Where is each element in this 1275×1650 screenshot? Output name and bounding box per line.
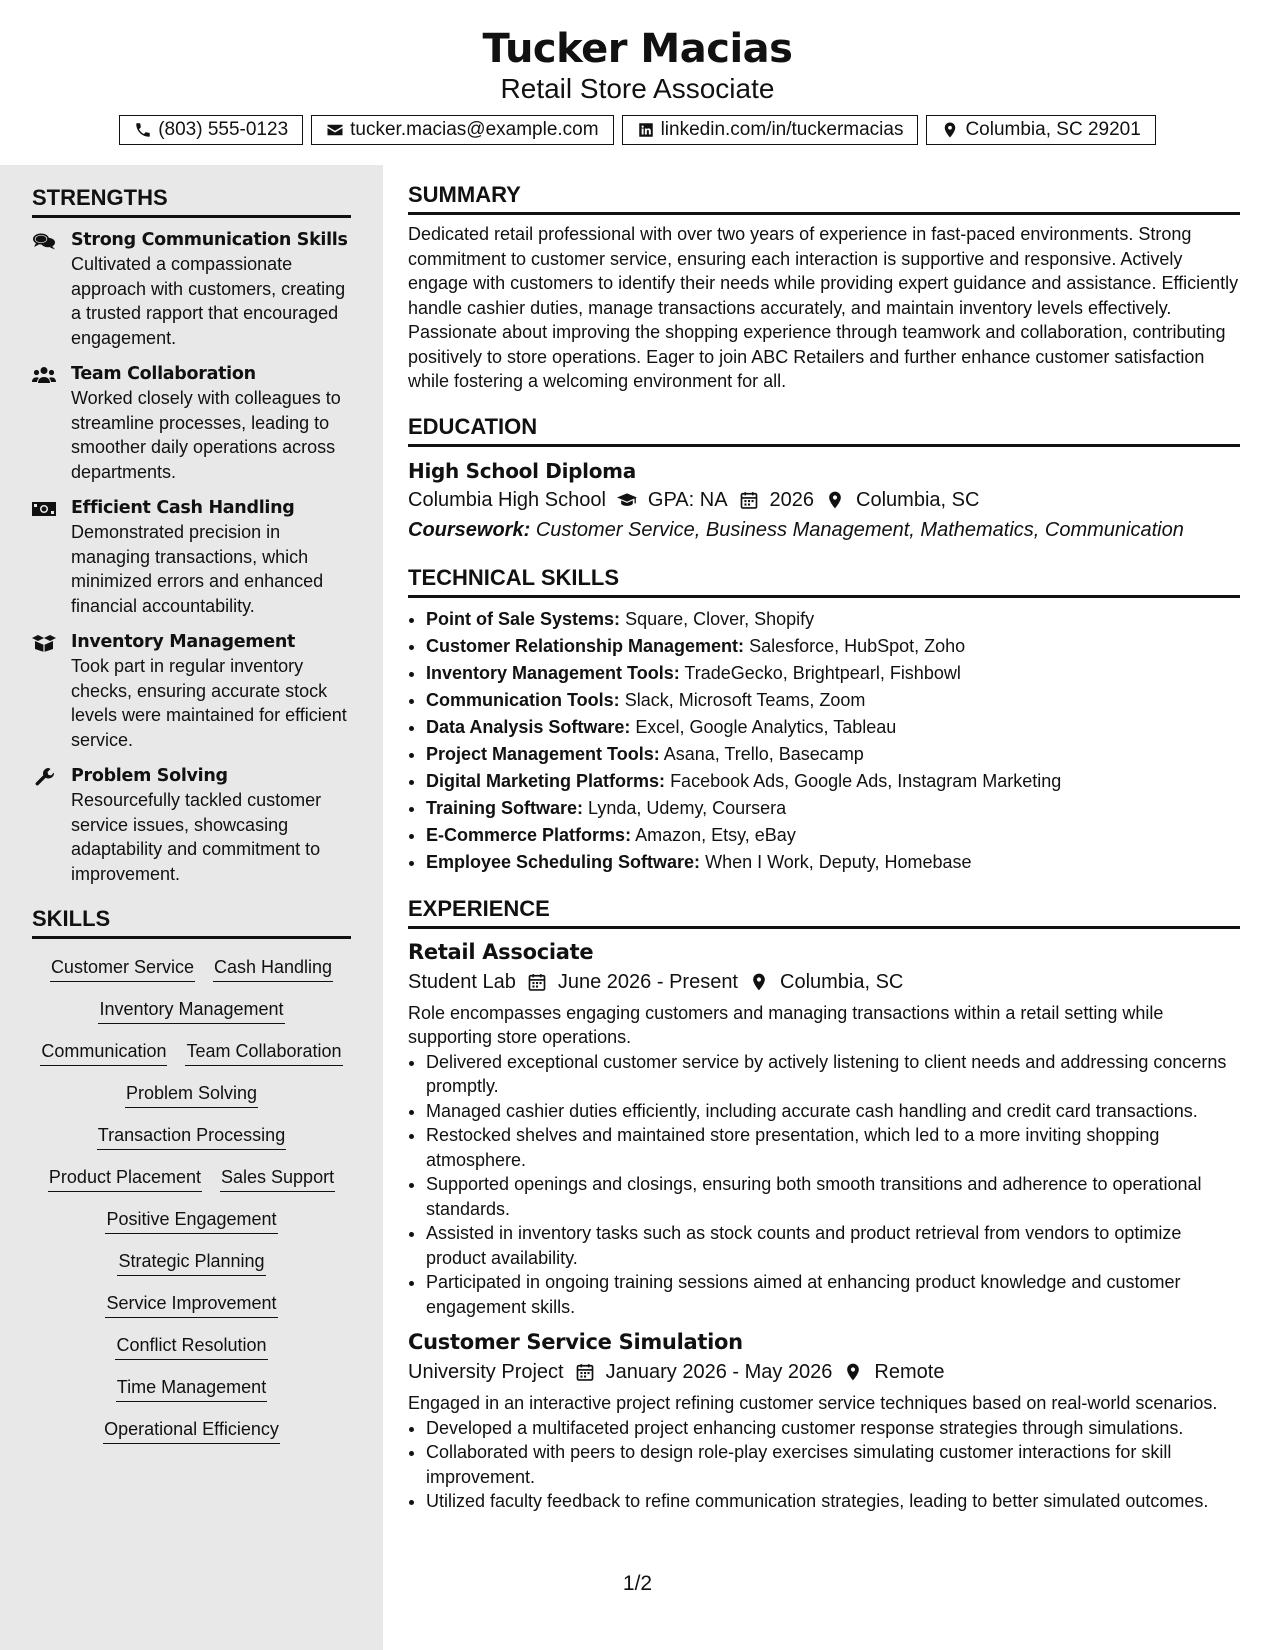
tech-skill-value: Salesforce, HubSpot, Zoho	[749, 635, 966, 656]
candidate-role: Retail Store Associate	[500, 73, 775, 104]
phone-icon	[134, 121, 152, 139]
skill-tag: Team Collaboration	[185, 1039, 342, 1066]
skill-tag: Product Placement	[48, 1165, 202, 1192]
calendar-icon	[575, 1362, 595, 1382]
list-item: • Participated in ongoing training sessions aimed at enhancing product knowledge and customer engagement skills.	[426, 1270, 1240, 1319]
skill-tag: Inventory Management	[98, 997, 284, 1024]
strength-desc: Took part in regular inventory checks, ensuring accurate stock levels were maintained for efficient service.	[71, 656, 347, 750]
strengths-heading: STRENGTHS	[32, 183, 351, 218]
strength-title: Problem Solving	[71, 766, 228, 786]
skills-list	[32, 955, 351, 1444]
skill-tag: Operational Efficiency	[103, 1417, 280, 1444]
strength-item	[32, 496, 351, 618]
technical-skills-list	[408, 606, 1240, 876]
experience-entry	[408, 1327, 1240, 1514]
experience-location: Remote	[874, 1361, 945, 1383]
list-item: • Utilized faculty feedback to refine communication strategies, leading to better simulated outcomes.	[426, 1489, 1240, 1514]
skill-tag: Time Management	[116, 1375, 267, 1402]
strength-title: Efficient Cash Handling	[71, 498, 295, 518]
strength-desc: Demonstrated precision in managing transactions, which minimized errors and enhanced financial accountability.	[71, 522, 324, 616]
experience-meta	[408, 967, 1240, 997]
list-item	[426, 822, 1240, 849]
envelope-icon	[326, 121, 344, 139]
page-number: 1/2	[622, 1572, 653, 1595]
strength-item	[32, 228, 351, 350]
list-item	[426, 660, 1240, 687]
tech-skill-value: Asana, Trello, Basecamp	[663, 743, 864, 764]
contact-email-text: tucker.macias@example.com	[350, 119, 599, 140]
strength-item	[32, 362, 351, 484]
list-item: • Assisted in inventory tasks such as stock counts and product retrieval from vendors to optimize product availability.	[426, 1221, 1240, 1270]
education-school: Columbia High School	[408, 488, 606, 511]
experience-dates: June 2026 - Present	[557, 970, 738, 993]
education-meta	[408, 485, 1240, 515]
contact-location-text: Columbia, SC 29201	[965, 119, 1141, 140]
education-gpa: GPA: NA	[647, 488, 728, 511]
sidebar	[0, 165, 383, 1650]
tech-skill-label: Communication Tools:	[426, 689, 620, 710]
tech-skill-value: Excel, Google Analytics, Tableau	[635, 716, 897, 737]
linkedin-icon	[637, 121, 655, 139]
boxes-icon	[32, 634, 56, 652]
strength-title: Strong Communication Skills	[71, 230, 348, 250]
tech-skill-value: When I Work, Deputy, Homebase	[705, 851, 972, 872]
tech-skill-label: Employee Scheduling Software:	[426, 851, 701, 872]
experience-heading: EXPERIENCE	[408, 894, 1240, 929]
list-item	[426, 633, 1240, 660]
skill-tag: Sales Support	[220, 1165, 335, 1192]
users-icon	[32, 366, 56, 384]
map-pin-icon	[825, 490, 845, 510]
list-item	[426, 687, 1240, 714]
education-heading: EDUCATION	[408, 412, 1240, 447]
strength-desc: Cultivated a compassionate approach with customers, creating a trusted rapport that encouraged engagement.	[71, 254, 346, 348]
list-item: • Collaborated with peers to design role-play exercises simulating customer interactions for skill improvement.	[426, 1440, 1240, 1489]
map-pin-icon	[843, 1362, 863, 1382]
skill-tag: Problem Solving	[125, 1081, 258, 1108]
list-item	[426, 714, 1240, 741]
tech-skill-label: E-Commerce Platforms:	[426, 824, 632, 845]
tech-skill-label: Training Software:	[426, 797, 584, 818]
resume-header	[0, 0, 1275, 145]
technical-skills-heading: TECHNICAL SKILLS	[408, 563, 1240, 598]
list-item: • Delivered exceptional customer service by actively listening to client needs and addressing concerns promptly.	[426, 1050, 1240, 1099]
strength-title: Team Collaboration	[71, 364, 256, 384]
education-location: Columbia, SC	[856, 488, 980, 511]
tech-skill-value: Slack, Microsoft Teams, Zoom	[624, 689, 866, 710]
skill-tag: Positive Engagement	[105, 1207, 277, 1234]
calendar-icon	[527, 972, 547, 992]
coursework-label: Coursework:	[408, 518, 531, 541]
wrench-icon	[32, 768, 56, 786]
list-item	[426, 768, 1240, 795]
coursework-text: Customer Service, Business Management, Mathematics, Communication	[535, 518, 1184, 541]
contact-bar	[0, 115, 1275, 145]
list-item: • Developed a multifaceted project enhancing customer response strategies through simulations.	[426, 1416, 1240, 1441]
contact-linkedin-text: linkedin.com/in/tuckermacias	[660, 119, 904, 140]
skill-tag: Strategic Planning	[117, 1249, 265, 1276]
tech-skill-value: Lynda, Udemy, Coursera	[588, 797, 787, 818]
skills-heading: SKILLS	[32, 904, 351, 939]
list-item: • Managed cashier duties efficiently, including accurate cash handling and credit card transactions.	[426, 1099, 1240, 1124]
education-coursework	[408, 515, 1240, 545]
skill-tag: Transaction Processing	[97, 1123, 286, 1150]
contact-phone[interactable]	[119, 115, 303, 145]
experience-title: Customer Service Simulation	[408, 1330, 743, 1354]
tech-skill-value: TradeGecko, Brightpearl, Fishbowl	[684, 662, 961, 683]
education-year: 2026	[769, 488, 815, 511]
candidate-name: Tucker Macias	[482, 26, 793, 72]
contact-phone-text: (803) 555-0123	[158, 119, 289, 140]
contact-linkedin[interactable]	[622, 115, 919, 145]
calendar-icon	[739, 490, 759, 510]
skill-tag: Customer Service	[50, 955, 195, 982]
experience-title: Retail Associate	[408, 939, 594, 964]
tech-skill-label: Data Analysis Software:	[426, 716, 631, 737]
tech-skill-value: Facebook Ads, Google Ads, Instagram Marketing	[670, 770, 1062, 791]
experience-desc: Role encompasses engaging customers and managing transactions within a retail setting while supporting store operations.	[408, 1002, 1164, 1047]
tech-skill-label: Digital Marketing Platforms:	[426, 770, 666, 791]
contact-location[interactable]	[926, 115, 1155, 145]
tech-skill-label: Point of Sale Systems:	[426, 608, 621, 629]
experience-bullets	[408, 1050, 1240, 1320]
skill-tag: Service Improvement	[105, 1291, 277, 1318]
map-pin-icon	[749, 972, 769, 992]
experience-org: Student Lab	[408, 970, 516, 993]
summary-text: Dedicated retail professional with over two years of experience in fast-paced environments. Strong commitment to customer service, ensuring each interaction is supportive and responsive. Actively engage with customers to identify their needs while providing expert guidance and assistance. Efficiently handle cashier duties, manage transactions accurately, and maintain inventory levels effectively. Passionate about improving the shopping experience through teamwork and collaboration, contributing positively to store operations. Eager to join ABC Retailers and further enhance customer satisfaction while fostering a welcoming environment for all.	[408, 224, 1239, 391]
experience-org: University Project	[408, 1361, 564, 1383]
map-pin-icon	[941, 121, 959, 139]
list-item: • Supported openings and closings, ensuring both smooth transitions and adherence to operational standards.	[426, 1172, 1240, 1221]
tech-skill-label: Inventory Management Tools:	[426, 662, 680, 683]
experience-dates: January 2026 - May 2026	[605, 1361, 833, 1383]
skill-tag: Conflict Resolution	[115, 1333, 267, 1360]
money-bill-icon	[32, 500, 56, 518]
tech-skill-value: Square, Clover, Shopify	[625, 608, 815, 629]
skill-tag: Cash Handling	[213, 955, 333, 982]
contact-email[interactable]	[311, 115, 613, 145]
summary-heading: SUMMARY	[408, 180, 1240, 215]
tech-skill-label: Project Management Tools:	[426, 743, 660, 764]
skill-tag: Communication	[40, 1039, 167, 1066]
graduation-cap-icon	[617, 490, 637, 510]
strength-title: Inventory Management	[71, 632, 296, 652]
strength-item	[32, 764, 351, 886]
list-item	[426, 741, 1240, 768]
comments-icon	[32, 232, 56, 250]
strength-desc: Resourcefully tackled customer service issues, showcasing adaptability and commitment to improvement.	[71, 790, 322, 884]
strength-item	[32, 630, 351, 752]
strength-desc: Worked closely with colleagues to streamline processes, leading to smoother daily operations across departments.	[71, 388, 341, 482]
list-item	[426, 795, 1240, 822]
list-item	[426, 849, 1240, 876]
experience-bullets	[408, 1416, 1240, 1514]
experience-meta	[408, 1357, 1240, 1387]
experience-desc: Engaged in an interactive project refining customer service techniques based on real-world scenarios.	[408, 1393, 1218, 1413]
list-item: • Restocked shelves and maintained store presentation, which led to a more inviting shopping atmosphere.	[426, 1123, 1240, 1172]
list-item	[426, 606, 1240, 633]
experience-entry	[408, 937, 1240, 1320]
main-column	[408, 180, 1240, 1514]
tech-skill-value: Amazon, Etsy, eBay	[635, 824, 796, 845]
experience-location: Columbia, SC	[780, 970, 904, 993]
tech-skill-label: Customer Relationship Management:	[426, 635, 745, 656]
education-degree: High School Diploma	[408, 458, 636, 483]
strengths-list	[32, 228, 351, 886]
education-entry	[408, 457, 1240, 545]
